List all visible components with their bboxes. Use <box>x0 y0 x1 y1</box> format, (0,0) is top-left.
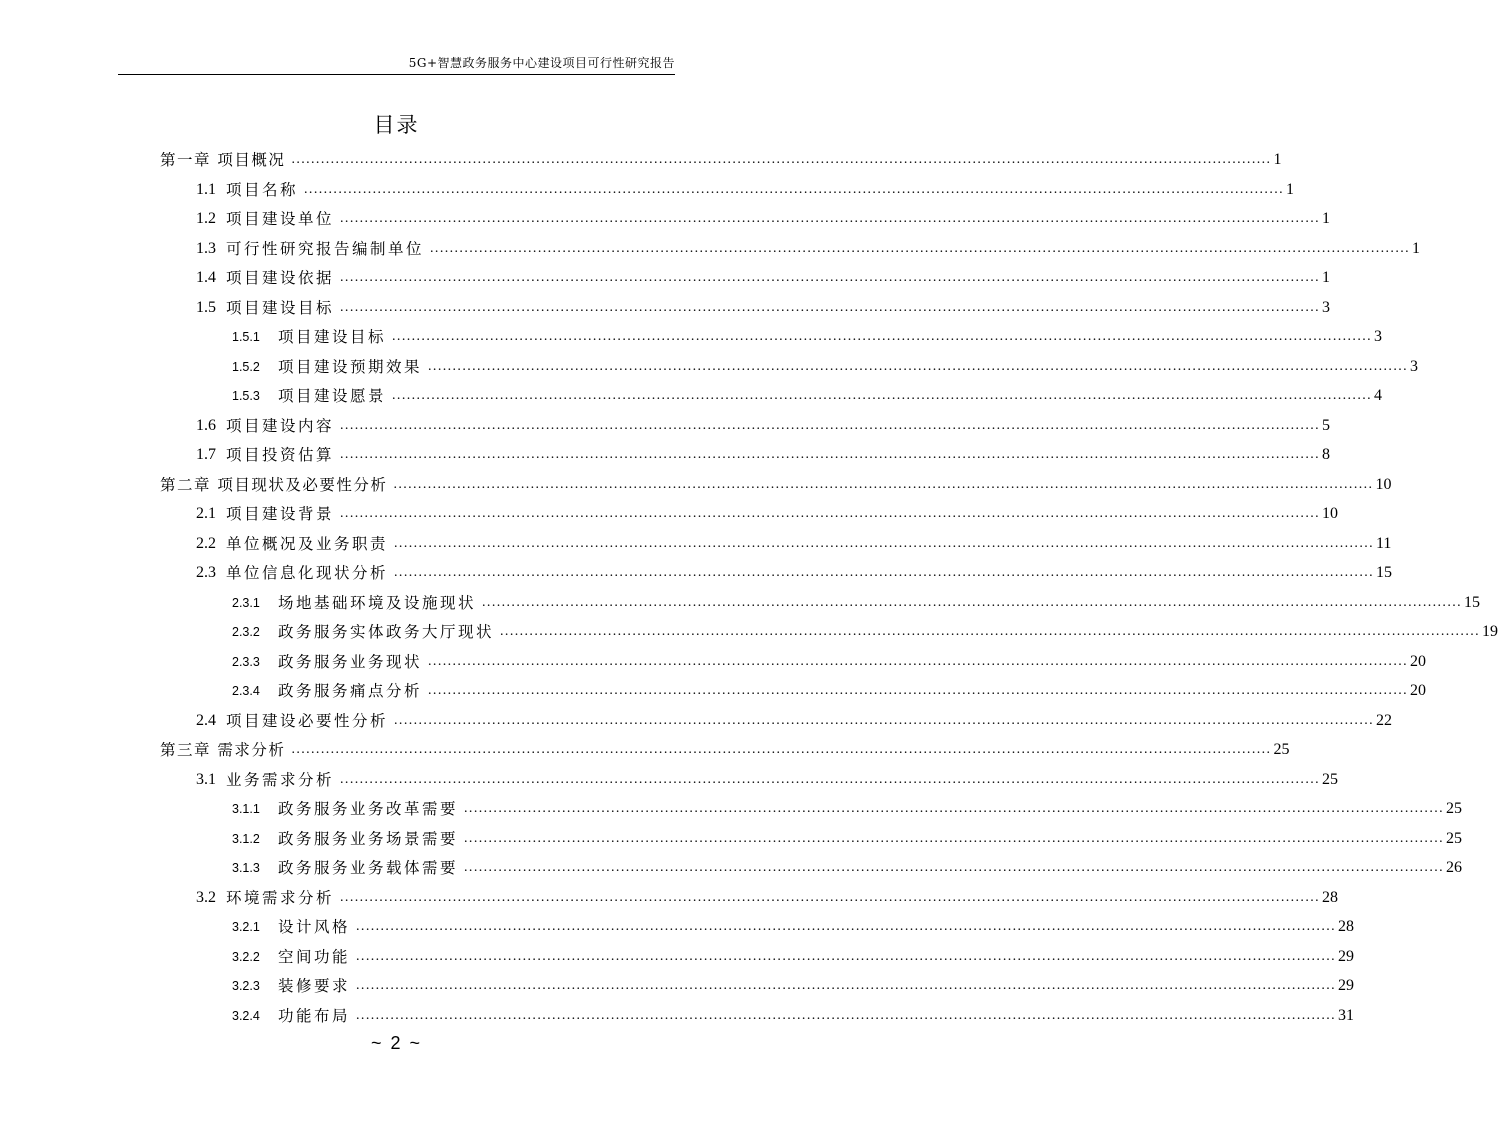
toc-entry-page: 8 <box>1322 446 1331 463</box>
toc-entry-title: 场地基础环境及设施现状 <box>278 593 477 612</box>
toc-entry-page: 5 <box>1322 416 1331 434</box>
toc-entry-number: 2.3 <box>196 564 216 581</box>
toc-entry[interactable] <box>196 175 1295 201</box>
toc-entry-number: 1.2 <box>196 210 216 227</box>
toc-dot-leader: ........................................................................................................................................................................................................ <box>340 417 1321 433</box>
toc-entry-page: 25 <box>1273 741 1290 758</box>
toc-entry-number: 3.2.2 <box>232 949 260 964</box>
toc-entry-number: 3.2 <box>196 888 216 906</box>
toc-entry-number: 2.3.2 <box>232 625 260 639</box>
toc-entry-number: 1.6 <box>196 416 216 434</box>
toc-entry-title: 政务服务业务场景需要 <box>278 829 459 848</box>
toc-entry-page: 20 <box>1410 652 1427 670</box>
toc-entry-title: 项目建设目标 <box>226 298 335 317</box>
toc-dot-leader: ........................................................................................................................................................................................................ <box>340 211 1321 226</box>
toc-entry[interactable] <box>196 440 1331 466</box>
toc-entry-title: 政务服务实体政务大厅现状 <box>278 623 495 641</box>
toc-entry[interactable] <box>232 647 1427 673</box>
toc-entry[interactable] <box>232 676 1427 702</box>
toc-entry-title: 第一章 项目概况 <box>160 151 286 169</box>
toc-entry[interactable] <box>232 617 1498 643</box>
header-title: 5G+智慧政务服务中心建设项目可行性研究报告 <box>408 56 675 70</box>
toc-entry-title: 功能布局 <box>278 1006 351 1025</box>
toc-title: 目录 <box>373 113 420 137</box>
toc-dot-leader: ........................................................................................................................................................................................................ <box>340 299 1321 315</box>
toc-dot-leader: ........................................................................................................................................................................................................ <box>340 771 1321 787</box>
toc-entry[interactable] <box>232 352 1419 378</box>
toc-entry[interactable] <box>196 765 1339 791</box>
toc-dot-leader: ........................................................................................................................................................................................................ <box>392 388 1373 403</box>
toc-entry-page: 4 <box>1374 387 1383 404</box>
toc-entry[interactable] <box>232 853 1463 879</box>
toc-entry-page: 29 <box>1338 947 1355 965</box>
toc-dot-leader: ........................................................................................................................................................................................................ <box>356 1007 1337 1023</box>
toc-entry[interactable] <box>232 824 1463 850</box>
toc-entry-title: 项目建设必要性分析 <box>226 711 389 730</box>
toc-dot-leader: ........................................................................................................................................................................................................ <box>340 447 1321 462</box>
toc-entry-page: 31 <box>1338 1006 1355 1024</box>
toc-dot-leader: ........................................................................................................................................................................................................ <box>428 683 1409 698</box>
toc-dot-leader: ........................................................................................................................................................................................................ <box>392 329 1373 344</box>
toc-entry[interactable] <box>160 145 1282 171</box>
toc-entry-number: 2.3.4 <box>232 684 260 698</box>
page-number: ~ 2 ~ <box>370 1033 423 1053</box>
toc-dot-leader: ........................................................................................................................................................................................................ <box>482 594 1463 610</box>
toc-entry-page: 10 <box>1375 475 1392 493</box>
toc-entry[interactable] <box>196 204 1331 230</box>
toc-entry-title: 项目名称 <box>226 180 299 199</box>
toc-entry-page: 25 <box>1446 829 1463 847</box>
toc-entry-page: 28 <box>1338 918 1355 935</box>
toc-dot-leader: ........................................................................................................................................................................................................ <box>394 712 1375 728</box>
toc-entry-page: 20 <box>1410 682 1427 699</box>
toc-dot-leader: ........................................................................................................................................................................................................ <box>464 801 1445 816</box>
toc-dot-leader: ........................................................................................................................................................................................................ <box>304 181 1285 197</box>
toc-dot-leader: ........................................................................................................................................................................................................ <box>394 565 1375 580</box>
toc-entry-number: 1.5.3 <box>232 389 260 403</box>
toc-dot-leader: ........................................................................................................................................................................................................ <box>340 506 1321 521</box>
toc-dot-leader: ........................................................................................................................................................................................................ <box>291 152 1272 167</box>
toc-entry-title: 单位概况及业务职责 <box>226 534 389 553</box>
toc-entry-number: 2.4 <box>196 711 216 729</box>
toc-entry-title: 可行性研究报告编制单位 <box>226 239 425 258</box>
toc-entry[interactable] <box>196 234 1421 260</box>
toc-entry-number: 3.1 <box>196 770 216 788</box>
toc-entry-page: 25 <box>1446 800 1463 817</box>
toc-entry-page: 26 <box>1446 859 1463 876</box>
toc-entry-title: 政务服务业务载体需要 <box>278 859 459 877</box>
toc-entry-title: 空间功能 <box>278 947 351 966</box>
toc-entry-number: 1.1 <box>196 180 216 198</box>
toc-entry-title: 项目建设目标 <box>278 328 387 346</box>
toc-entry-number: 1.3 <box>196 239 216 257</box>
toc-dot-leader: ........................................................................................................................................................................................................ <box>464 860 1445 875</box>
toc-entry-number: 1.5.1 <box>232 330 260 344</box>
toc-entry-page: 29 <box>1338 977 1355 994</box>
toc-dot-leader: ........................................................................................................................................................................................................ <box>356 978 1337 993</box>
toc-entry-title: 项目投资估算 <box>226 446 335 464</box>
toc-entry-number: 3.1.1 <box>232 802 260 816</box>
toc-entry-title: 项目建设愿景 <box>278 387 387 405</box>
toc-entry-title: 政务服务业务现状 <box>278 652 423 671</box>
toc-dot-leader: ........................................................................................................................................................................................................ <box>430 240 1411 256</box>
toc-entry[interactable] <box>232 322 1383 348</box>
toc-entry-title: 装修要求 <box>278 977 351 995</box>
toc-entry[interactable] <box>196 293 1331 319</box>
toc-entry[interactable] <box>232 588 1481 614</box>
toc-entry-page: 1 <box>1412 239 1421 257</box>
toc-entry-number: 1.5.2 <box>232 359 260 374</box>
toc-entry[interactable] <box>196 263 1331 289</box>
toc-entry-number: 1.4 <box>196 269 216 286</box>
toc-entry-title: 业务需求分析 <box>226 770 335 789</box>
toc-entry-page: 10 <box>1322 505 1339 522</box>
toc-entry-title: 单位信息化现状分析 <box>226 564 389 582</box>
toc-entry-number: 1.7 <box>196 446 216 463</box>
toc-entry-page: 3 <box>1374 328 1383 345</box>
toc-entry[interactable] <box>232 794 1463 820</box>
toc-entry-number: 2.3.3 <box>232 654 260 669</box>
toc-dot-leader: ........................................................................................................................................................................................................ <box>464 830 1445 846</box>
toc-entry-page: 1 <box>1286 180 1295 198</box>
toc-dot-leader: ........................................................................................................................................................................................................ <box>340 270 1321 285</box>
toc-entry-page: 1 <box>1322 269 1331 286</box>
toc-entry-page: 1 <box>1322 210 1331 227</box>
toc-dot-leader: ........................................................................................................................................................................................................ <box>356 948 1337 964</box>
toc-entry-number: 2.2 <box>196 534 216 552</box>
toc-entry[interactable] <box>160 735 1290 761</box>
toc-dot-leader: ........................................................................................................................................................................................................ <box>340 889 1321 905</box>
toc-dot-leader: ........................................................................................................................................................................................................ <box>356 919 1337 934</box>
toc-entry[interactable] <box>196 883 1339 909</box>
toc-entry-page: 15 <box>1464 593 1481 611</box>
toc-entry-title: 第二章 项目现状及必要性分析 <box>160 475 388 494</box>
toc-entry-title: 设计风格 <box>278 918 351 936</box>
toc-dot-leader: ........................................................................................................................................................................................................ <box>428 358 1409 374</box>
toc-entry-title: 项目建设内容 <box>226 416 335 435</box>
toc-entry-page: 25 <box>1322 770 1339 788</box>
page-header <box>118 52 675 75</box>
toc-entry-number: 3.1.3 <box>232 861 260 875</box>
toc-entry[interactable] <box>232 942 1355 968</box>
toc-entry[interactable] <box>196 529 1392 555</box>
toc-entry[interactable] <box>232 1001 1355 1027</box>
toc-dot-leader: ........................................................................................................................................................................................................ <box>291 742 1272 757</box>
toc-entry-title: 第三章 需求分析 <box>160 741 286 759</box>
toc-entry-number: 3.2.4 <box>232 1008 260 1023</box>
toc-entry[interactable] <box>196 558 1393 584</box>
toc-entry[interactable] <box>196 499 1339 525</box>
toc-entry[interactable] <box>232 381 1383 407</box>
toc-dot-leader: ........................................................................................................................................................................................................ <box>393 476 1374 492</box>
toc-entry-page: 1 <box>1273 151 1282 168</box>
toc-entry-title: 项目建设预期效果 <box>278 357 423 376</box>
toc-entry-page: 22 <box>1376 711 1393 729</box>
toc-entry-title: 政务服务业务改革需要 <box>278 800 459 818</box>
toc-entry-page: 3 <box>1410 357 1419 375</box>
toc-dot-leader: ........................................................................................................................................................................................................ <box>394 535 1375 551</box>
toc-entry-page: 19 <box>1482 623 1498 640</box>
toc-entry-title: 项目建设依据 <box>226 269 335 287</box>
toc-entry-number: 1.5 <box>196 298 216 316</box>
toc-entry-number: 3.2.1 <box>232 920 260 934</box>
toc-entry-number: 2.1 <box>196 505 216 522</box>
toc-entry-number: 3.2.3 <box>232 979 260 993</box>
toc-entry-title: 环境需求分析 <box>226 888 335 907</box>
toc-entry[interactable] <box>196 706 1393 732</box>
toc-entry-title: 项目建设单位 <box>226 210 335 228</box>
toc-entry[interactable] <box>232 912 1355 938</box>
toc-entry-page: 28 <box>1322 888 1339 906</box>
toc-entry[interactable] <box>196 411 1331 437</box>
toc-entry-title: 项目建设背景 <box>226 505 335 523</box>
toc-dot-leader: ........................................................................................................................................................................................................ <box>428 653 1409 669</box>
toc-entry-number: 3.1.2 <box>232 831 260 846</box>
toc-entry-page: 11 <box>1376 534 1392 552</box>
toc-entry-number: 2.3.1 <box>232 595 260 610</box>
toc-entry[interactable] <box>160 470 1392 496</box>
toc-entry[interactable] <box>232 971 1355 997</box>
toc-entry-page: 15 <box>1376 564 1393 581</box>
toc-entry-page: 3 <box>1322 298 1331 316</box>
toc-entry-title: 政务服务痛点分析 <box>278 682 423 700</box>
toc-dot-leader: ........................................................................................................................................................................................................ <box>500 624 1481 639</box>
